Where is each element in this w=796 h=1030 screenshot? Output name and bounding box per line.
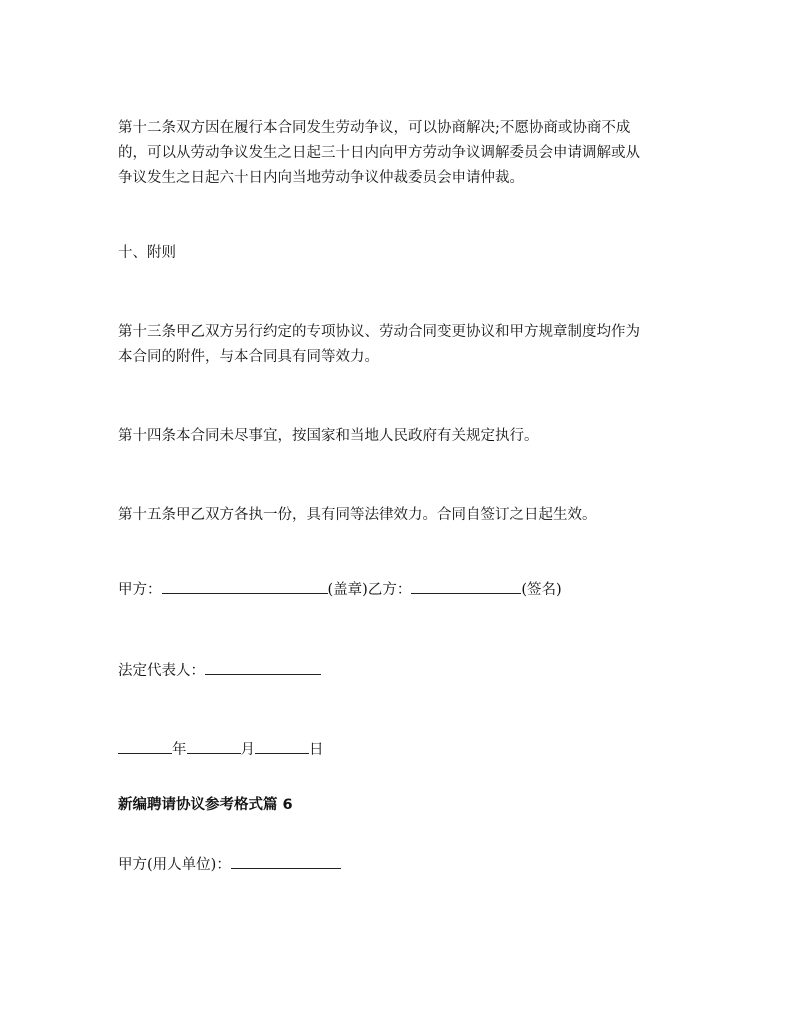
article-13-line-2: 本合同的附件，与本合同具有同等效力。 [118, 349, 379, 365]
day-label: 日 [309, 742, 324, 758]
section-10-title [118, 241, 698, 266]
article-12-line-1: 第十二条双方因在履行本合同发生劳动争议，可以协商解决;不愿协商或协商不成 [118, 120, 631, 136]
month-blank[interactable] [187, 739, 241, 754]
month-label: 月 [240, 742, 255, 758]
article-14-text: 第十四条本合同未尽事宜，按国家和当地人民政府有关规定执行。 [118, 428, 539, 444]
article-15 [118, 503, 698, 528]
day-blank[interactable] [255, 739, 309, 754]
heading-6-text: 新编聘请协议参考格式篇 6 [118, 797, 293, 813]
legal-representative-line [118, 659, 698, 684]
signature-line [118, 578, 698, 603]
legal-rep-label: 法定代表人： [118, 663, 205, 679]
article-14 [118, 424, 698, 449]
section-10-title-text: 十、附则 [118, 245, 176, 261]
date-line [118, 738, 698, 763]
party-a-employer-line [118, 853, 698, 878]
heading-6 [118, 793, 698, 818]
year-label: 年 [172, 742, 187, 758]
article-12 [118, 116, 698, 191]
party-a-employer-blank[interactable] [231, 854, 341, 869]
article-13 [118, 320, 698, 370]
article-13-line-1: 第十三条甲乙双方另行约定的专项协议、劳动合同变更协议和甲方规章制度均作为 [118, 324, 640, 340]
article-12-line-3: 争议发生之日起六十日内向当地劳动争议仲裁委员会申请仲裁。 [118, 170, 524, 186]
party-a-employer-label: 甲方(用人单位)： [118, 857, 231, 873]
sign-label: (签名) [521, 582, 562, 598]
party-b-blank[interactable] [411, 579, 521, 594]
seal-label: (盖章)乙方： [327, 582, 412, 598]
legal-rep-blank[interactable] [205, 660, 321, 675]
article-12-line-2: 的，可以从劳动争议发生之日起三十日内向甲方劳动争议调解委员会申请调解或从 [118, 145, 640, 161]
party-a-blank[interactable] [162, 579, 328, 594]
party-a-label: 甲方： [118, 582, 162, 598]
year-blank[interactable] [118, 739, 172, 754]
article-15-text: 第十五条甲乙双方各执一份，具有同等法律效力。合同自签订之日起生效。 [118, 507, 597, 523]
